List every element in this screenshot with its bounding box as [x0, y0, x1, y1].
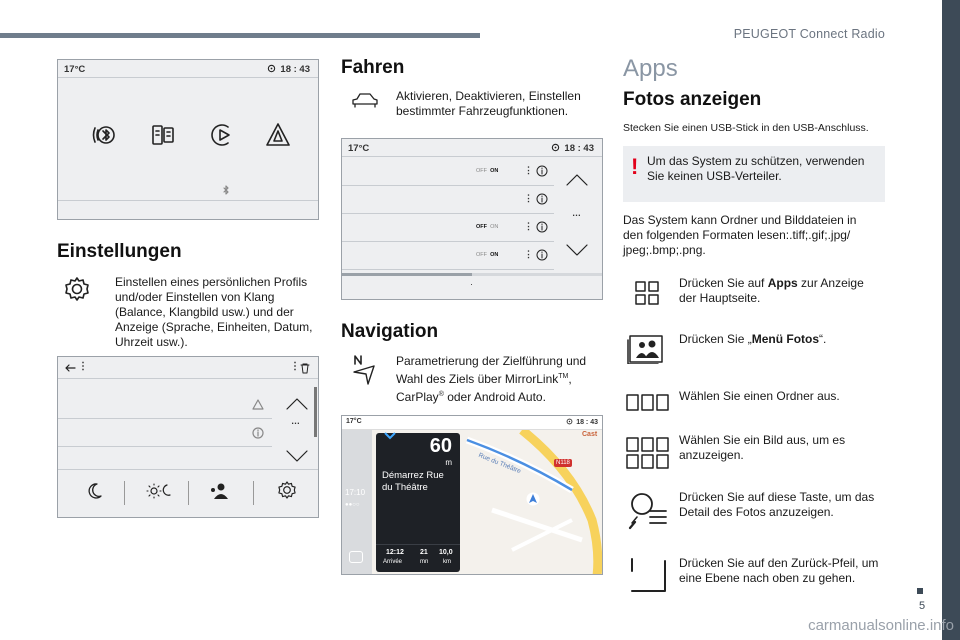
bluetooth-phone-icon[interactable] — [90, 120, 120, 150]
step-2-post: “. — [819, 332, 827, 346]
step-6-pre: Drücken Sie auf den Zurück-Pfeil, um eine Ebene nach oben zu gehen. — [679, 556, 879, 585]
map-street-label: Rue du Théâtre — [477, 451, 522, 476]
row-3-off: OFF — [476, 224, 487, 230]
row-4-info-icon[interactable] — [536, 249, 548, 261]
minutes-value: 21 — [420, 549, 428, 556]
driving-target-icon — [551, 143, 560, 152]
trash-icon[interactable] — [300, 363, 310, 374]
settings-row-2[interactable] — [58, 419, 272, 447]
scrollbar[interactable] — [314, 387, 317, 437]
settings-row-1[interactable] — [58, 389, 272, 419]
header-bar — [0, 33, 480, 38]
row-4-toggle[interactable] — [476, 252, 498, 258]
continue-marker — [917, 588, 923, 594]
settings-screen — [57, 356, 319, 518]
settings-bottom-divider — [58, 469, 318, 470]
driving-screen — [341, 138, 603, 300]
km-label: km — [443, 559, 451, 565]
driving-clock-text: 18 : 43 — [564, 143, 594, 154]
km-value: 10,0 — [439, 549, 453, 556]
row-4-off: OFF — [476, 252, 487, 258]
step-2 — [679, 332, 879, 347]
driving-heading: Fahren — [341, 57, 405, 78]
back-arrow-icon[interactable] — [64, 363, 76, 373]
icon-divider — [124, 481, 125, 505]
driving-row-4[interactable] — [342, 242, 554, 270]
navigation-icon[interactable] — [263, 120, 293, 150]
row-2-menu-icon[interactable]: ⋮ — [524, 193, 533, 203]
nav-text-carplay: CarPlay — [396, 390, 439, 404]
status-bar — [58, 60, 318, 78]
watermark: carmanualsonline.info — [808, 617, 954, 634]
step-1 — [679, 276, 879, 306]
scroll-down-icon[interactable] — [285, 449, 309, 463]
apps-heading: Apps — [623, 55, 678, 82]
brightness-mode-icon[interactable] — [146, 481, 172, 501]
step-1-pre: Drücken Sie auf — [679, 276, 768, 290]
warning-exclamation-icon: ! — [631, 154, 639, 179]
info-icon — [252, 427, 264, 439]
row-1-info-icon[interactable] — [536, 165, 548, 177]
driving-scroll-up-icon[interactable] — [565, 173, 589, 187]
step-3-pre: Wählen Sie einen Ordner aus. — [679, 389, 840, 403]
formats-text: Das System kann Ordner und Bilddateien in den folgenden Formaten lesen:.tiff;.gif;.jpg/ jpeg;.bmp;.png. — [623, 213, 857, 257]
photo-detail-icon — [628, 490, 668, 530]
nav-text-tm: TM — [558, 373, 569, 380]
row-3-info-icon[interactable] — [536, 221, 548, 233]
folder-list-icon — [625, 393, 670, 413]
driving-status-bar — [342, 139, 602, 157]
settings-description: Einstellen eines persönlichen Profils und/oder Einstellen von Klang (Balance, Klangbild usw.) und der Anzeige (Sprache, Einheiten, Datum, Uhrzeit usw.). — [115, 275, 313, 349]
driving-row-1[interactable] — [342, 158, 554, 186]
page-number: 5 — [919, 600, 926, 612]
usb-instruction: Stecken Sie einen USB-Stick in den USB-Anschluss. — [623, 122, 869, 134]
nav-clock — [566, 418, 598, 426]
navigation-target-icon — [267, 64, 276, 73]
row-1-on: ON — [490, 168, 499, 174]
nav-temperature: 17°C — [346, 418, 362, 425]
driving-clock — [551, 143, 594, 154]
guidance-instruction: Démarrez Rue du Théâtre — [382, 470, 444, 493]
icon-divider — [188, 481, 189, 505]
clock — [267, 64, 310, 75]
photos-menu-icon — [626, 334, 664, 364]
driving-page-dots-icon: … — [572, 208, 581, 218]
step-1-bold: Apps — [767, 276, 798, 290]
driving-progress-fill — [342, 273, 472, 276]
warning-box — [623, 146, 885, 202]
step-4-pre: Wählen Sie ein Bild aus, um es anzuzeigen. — [679, 433, 846, 462]
row-1-toggle[interactable] — [476, 168, 498, 174]
step-6 — [679, 556, 884, 586]
navigation-heading: Navigation — [341, 321, 439, 342]
navigation-description — [396, 354, 601, 405]
nav-home-button[interactable] — [349, 551, 363, 563]
nav-clock-text: 18 : 43 — [576, 419, 598, 426]
apps-grid-icon — [634, 280, 660, 306]
profile-icon[interactable] — [208, 481, 230, 501]
row-3-menu-icon[interactable]: ⋮ — [524, 221, 533, 231]
guidance-panel — [376, 433, 460, 572]
nav-text-main: Parametrierung der Zielführung und Wahl des Ziels über MirrorLink — [396, 354, 587, 386]
turn-arrow-icon — [382, 429, 398, 441]
side-tab — [942, 0, 960, 640]
main-menu-screen — [57, 59, 319, 220]
vehicle-position-icon — [526, 492, 540, 506]
photos-heading: Fotos anzeigen — [623, 89, 762, 110]
nav-side-dots-icon: ●●○○ — [345, 502, 360, 508]
north-arrow-icon — [350, 354, 380, 386]
row-4-on: ON — [490, 252, 499, 258]
temperature: 17°C — [64, 64, 86, 75]
driving-row-2[interactable] — [342, 186, 554, 214]
distance-unit: m — [445, 458, 452, 467]
arrival-time: 12:12 — [386, 549, 404, 556]
driving-description: Aktivieren, Deaktivieren, Einstellen bestimmter Fahrzeugfunktionen. — [396, 89, 581, 118]
map-road-badge: N118 — [556, 460, 570, 466]
trip-summary — [376, 544, 460, 572]
nav-text-mid: , — [568, 372, 572, 386]
more-dots-left-icon[interactable]: ⋮ — [78, 361, 88, 372]
clock-text: 18 : 43 — [280, 64, 310, 75]
settings-gear-icon — [62, 274, 92, 304]
step-5-pre: Drücken Sie auf diese Taste, um das Detail des Fotos anzuzeigen. — [679, 490, 875, 519]
night-mode-icon[interactable] — [84, 481, 104, 501]
warning-triangle-icon — [252, 399, 264, 410]
car-icon — [350, 90, 380, 110]
minutes-label: mn — [420, 559, 429, 565]
back-arrow-step-icon — [628, 557, 668, 595]
more-dots-right-icon[interactable]: ⋮ — [290, 361, 300, 372]
nav-side-time: 17:10 — [345, 488, 366, 497]
row-1-off: OFF — [476, 168, 487, 174]
bluetooth-small-icon — [222, 185, 230, 195]
step-3 — [679, 389, 879, 404]
driving-scroll-down-icon[interactable] — [565, 243, 589, 257]
navigation-screen — [341, 415, 603, 575]
driving-temperature: 17°C — [348, 143, 370, 154]
nav-status-bar — [342, 416, 602, 430]
step-2-pre: Drücken Sie „ — [679, 332, 752, 346]
row-3-toggle[interactable] — [476, 224, 498, 230]
nav-text-end: oder Android Auto. — [443, 390, 546, 404]
media-play-icon[interactable] — [208, 120, 238, 150]
mirror-screen-icon[interactable] — [148, 120, 178, 150]
warning-text: Um das System zu schützen, verwenden Sie keinen USB-Verteiler. — [647, 154, 865, 183]
page-dots-icon: … — [291, 416, 300, 426]
row-4-menu-icon[interactable]: ⋮ — [524, 249, 533, 259]
step-5 — [679, 490, 884, 520]
nav-left-strip — [342, 430, 372, 575]
step-1-post: zur Anzeige der Hauptseite. — [679, 276, 864, 305]
image-grid-icon — [625, 436, 670, 470]
row-1-menu-icon[interactable]: ⋮ — [524, 165, 533, 175]
map-place-label: Cast — [582, 431, 598, 438]
driving-row-3[interactable] — [342, 214, 554, 242]
content-divider — [58, 200, 318, 201]
step-4 — [679, 433, 879, 463]
step-2-bold: Menü Fotos — [751, 332, 820, 346]
header-title: PEUGEOT Connect Radio — [733, 27, 885, 41]
driving-page-indicator-icon: · — [470, 279, 473, 289]
row-2-info-icon[interactable] — [536, 193, 548, 205]
distance-value: 60 — [429, 435, 452, 457]
nav-target-icon — [566, 418, 573, 425]
settings-top-bar — [58, 357, 318, 379]
nav-text-reg: ® — [438, 391, 444, 398]
settings-heading: Einstellungen — [57, 241, 182, 262]
arrival-label: Arrivée — [383, 559, 403, 565]
icon-divider — [253, 481, 254, 505]
row-3-on: ON — [490, 224, 499, 230]
settings-cog-icon[interactable] — [276, 479, 298, 501]
scroll-up-icon[interactable] — [285, 397, 309, 411]
